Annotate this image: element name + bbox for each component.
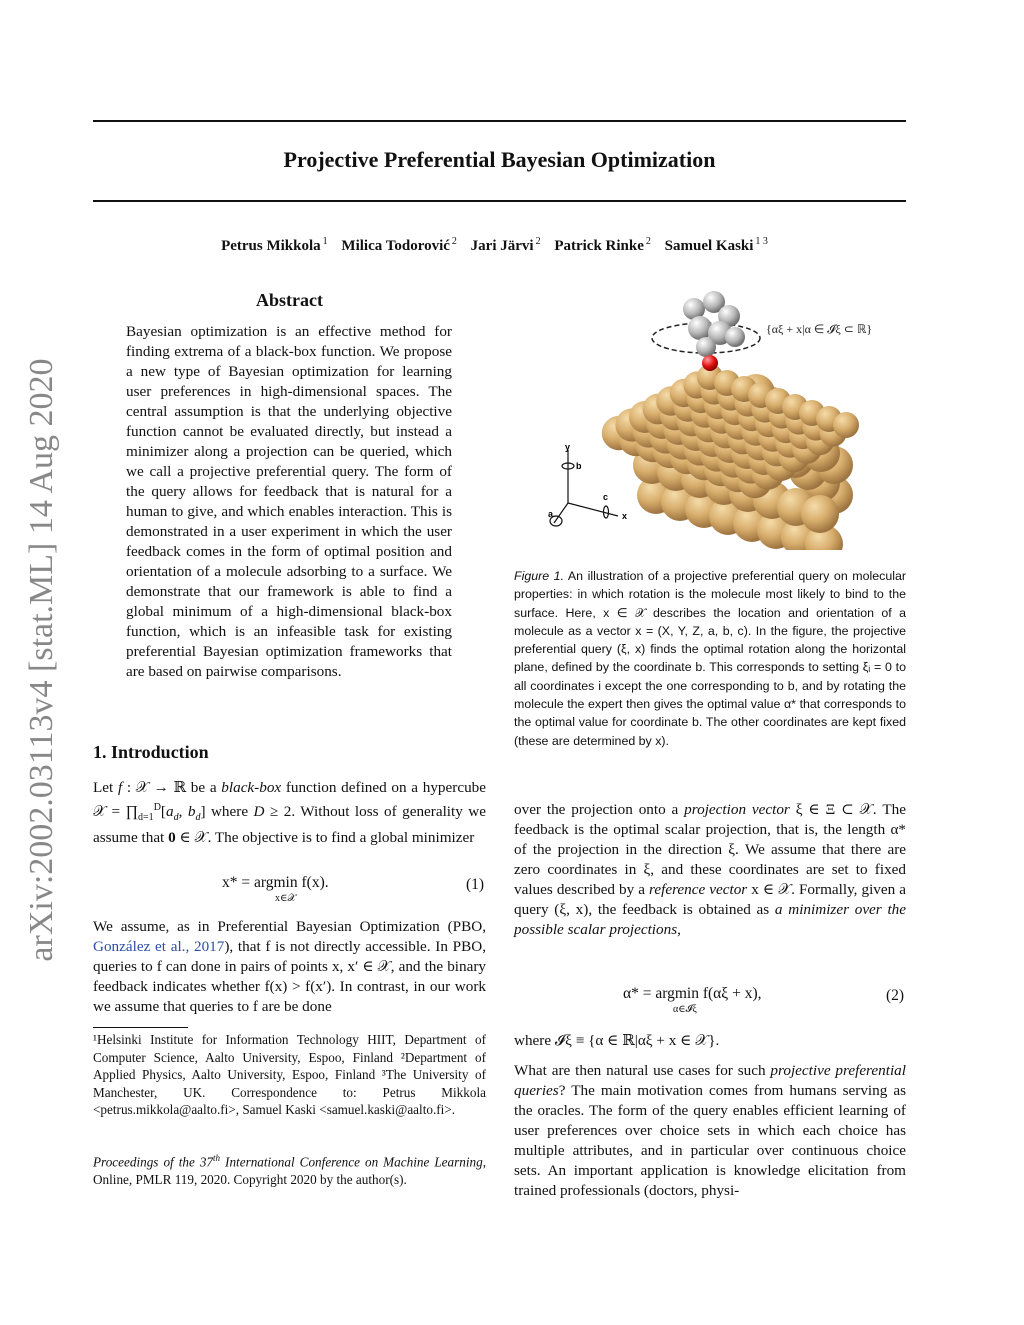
- molecule-atom: [725, 327, 745, 347]
- equation-1-subscript: x∈𝒳: [275, 893, 297, 904]
- equation-1: x* = argmin f(x). x∈𝒳: [222, 874, 329, 904]
- author-list: [93, 236, 906, 255]
- author-affiliation: 1: [322, 236, 328, 247]
- molecule: [652, 291, 760, 371]
- author-affiliation: 1 3: [755, 236, 768, 247]
- gold-surface-atoms: [602, 364, 859, 550]
- axis-label-c: c: [603, 492, 609, 502]
- author-name: Patrick Rinke: [554, 238, 644, 254]
- author-affiliation: 2: [645, 236, 651, 247]
- author-name: Samuel Kaski: [664, 238, 754, 254]
- equation-2-number: (2): [886, 987, 905, 1004]
- author-name: Milica Todorović: [341, 238, 450, 254]
- projection-set-label: {αξ + x|α ∈ 𝓘ξ ⊂ ℝ}: [766, 322, 873, 336]
- gold-atom: [833, 412, 859, 438]
- intro-paragraph-1: Let f : 𝒳 → ℝ be a black-box function defined on a hypercube 𝒳 = $\prod_{d=1}^D[a_d$, $b_d$] where D ≥ 2. Without loss of generality we assume that 0 ∈ 𝒳. The objective is to find a global minimizer: [93, 779, 487, 847]
- paper-title: Projective Preferential Bayesian Optimization: [283, 147, 716, 172]
- intro-paragraph-2: We assume, as in Preferential Bayesian Optimization (PBO, González et al., 2017), that f is not directly accessible. In PBO, queries to f can done in pairs of points x, x′ ∈ 𝒳, and the binary feedback indicates whether f(x) > f(x′). In contrast, in our work we assume that queries to f are be done: [93, 918, 486, 1015]
- equation-2-subscript: α∈𝓘ξ: [673, 1004, 697, 1015]
- molecule-atom: [688, 316, 712, 340]
- citation-link[interactable]: González et al., 2017: [93, 938, 225, 955]
- oxygen-atom: [702, 355, 718, 371]
- coordinate-axes: [550, 450, 618, 526]
- proceedings-note: Proceedings of the 37th International Conference on Machine Learning, Online, PMLR 119, 2020. Copyright 2020 by the author(s).: [93, 1153, 486, 1187]
- right-paragraph-3: What are then natural use cases for such projective preferential queries? The main motivation comes from humans serving as the oracles. The form of the query enables efficient learning of user preferences over choice sets in which each choice has multiple attributes, and in particular over continuous choice sets. An important application is knowledge elicitation from trained professionals (doctors, physi-: [514, 1062, 906, 1199]
- axis-label-b: b: [576, 461, 582, 471]
- right-paragraph-1: over the projection onto a projection vector ξ ∈ Ξ ⊂ 𝒳. The feedback is the optimal scalar projection, that is, the length α* of the projection in the direction ξ. We assume that there are zero coordinates in ξ, and these coordinates are set to fixed values described by a reference vector x ∈ 𝒳. Formally, given a query (ξ, x), the feedback is obtained as a minimizer over the possible scalar projections,: [514, 801, 907, 938]
- axis-label-x: x: [622, 511, 628, 521]
- affiliation-footnote: ¹Helsinki Institute for Information Technology HIIT, Department of Computer Science, Aalto University, Espoo, Finland ²Department of Applied Physics, Aalto University, Espoo, Finland ³The University of Manchester, UK. Correspondence to: Petrus Mikkola <petrus.mikkola@aalto.fi>, Samuel Kaski <samuel.kaski@aalto.fi>.: [93, 1032, 486, 1117]
- axis-label-y: y: [565, 442, 571, 452]
- molecule-surface-figure: [530, 285, 900, 550]
- right-paragraph-2: where 𝓘ξ ≡ {α ∈ ℝ|αξ + x ∈ 𝒳}.: [514, 1032, 720, 1049]
- arxiv-side-label: arXiv:2002.03113v4 [stat.ML] 14 Aug 2020: [23, 358, 60, 962]
- top-rule: [93, 120, 906, 122]
- equation-1-number: (1): [466, 876, 485, 893]
- gold-atom: [801, 495, 839, 533]
- molecule-atom: [696, 337, 716, 357]
- author-name: Jari Järvi: [470, 238, 534, 254]
- section-heading-introduction: 1. Introduction: [93, 742, 209, 762]
- abstract-heading: Abstract: [256, 290, 323, 310]
- author-name: Petrus Mikkola: [221, 238, 321, 254]
- footnote-rule: [93, 1027, 188, 1028]
- equation-2: α* = argmin f(αξ + x), α∈𝓘ξ: [623, 985, 762, 1015]
- abstract-text: Bayesian optimization is an effective method for finding extrema of a black-box function. We propose a new type of Bayesian optimization for learning user preferences in high-dimensional spaces. The central assumption is that the underlying objective function cannot be evaluated directly, but instead a minimizer along a projection can be queried, which we call a projective preferential query. The form of the query allows for feedback that is natural for a human to give, and which enables interaction. This is demonstrated in a user experiment in which the user feedback comes in the form of optimal position and orientation of a molecule adsorbing to a surface. We demonstrate that our framework is able to find a global minimum of a high-dimensional black-box function, which is an infeasible task for existing preferential Bayesian optimization frameworks that are based on pairwise comparisons.: [126, 323, 452, 680]
- axis-label-a: a: [548, 509, 554, 519]
- title-bottom-rule: [93, 200, 906, 202]
- author-affiliation: 2: [451, 236, 457, 247]
- figure-1-caption: Figure 1. An illustration of a projective preferential query on molecular properties: in which rotation is the molecule most likely to bind to the surface. Here, x ∈ 𝒳 describes the location and orientation of a molecule as a vector x = (X, Y, Z, a, b, c). In the figure, the projective preferential query (ξ, x) finds the optimal rotation along the horizontal plane, defined by the coordinate b. This corresponds to setting ξᵢ = 0 to all coordinates i except the one corresponding to b, and by rotating the molecule the expert then gives the optimal value α* that corresponds to the optimal value for coordinate b. The other coordinates are kept fixed (these are determined by x).: [514, 569, 906, 748]
- author-affiliation: 2: [535, 236, 541, 247]
